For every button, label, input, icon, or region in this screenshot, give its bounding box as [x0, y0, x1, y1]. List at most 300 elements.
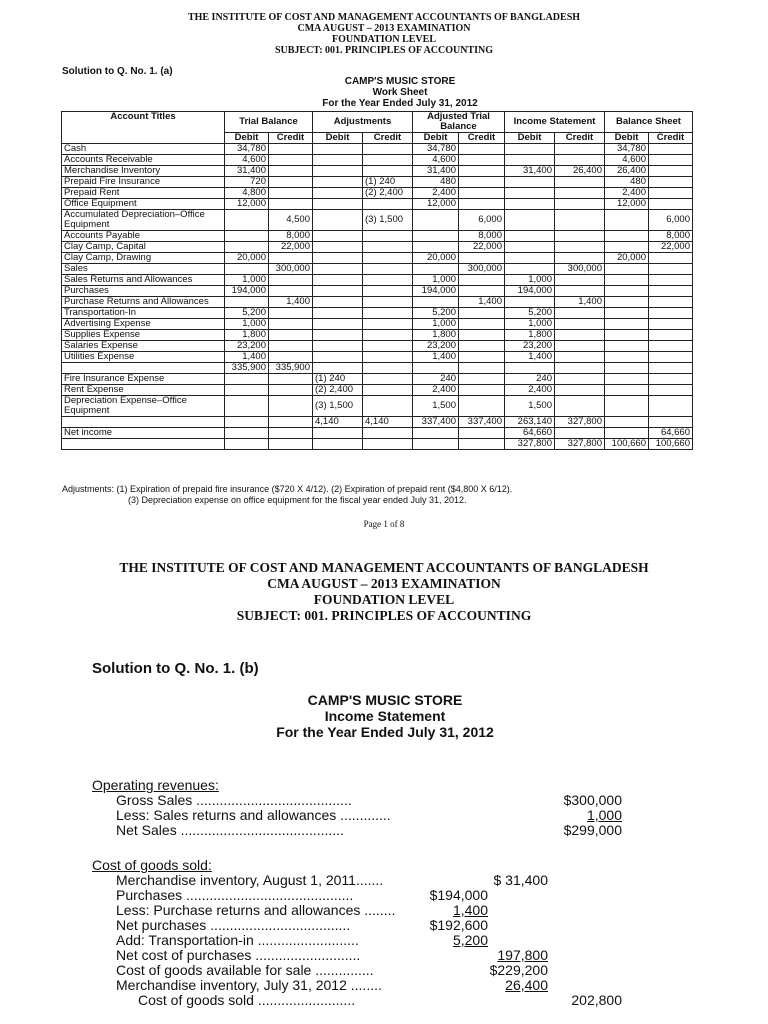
- amount-cell: [505, 210, 555, 231]
- amount-cell: [605, 417, 649, 428]
- amount-cell: 1,000: [413, 275, 459, 286]
- amount-cell: [605, 264, 649, 275]
- amount-cell: 300,000: [459, 264, 505, 275]
- amount-cell: 20,000: [413, 253, 459, 264]
- header-line-subject: SUBJECT: 001. PRINCIPLES OF ACCOUNTING: [236, 608, 532, 623]
- amount-cell: [225, 264, 269, 275]
- worksheet-table: [61, 111, 693, 450]
- amount-cell: [313, 330, 363, 341]
- amount-cell: 8,000: [269, 231, 313, 242]
- amount-cell: 5,200: [505, 308, 555, 319]
- amount-cell: [459, 396, 505, 417]
- amount-cell: [555, 199, 605, 210]
- account-title-cell: Supplies Expense: [62, 330, 225, 341]
- header-line-exam: CMA AUGUST – 2013 EXAMINATION: [267, 576, 501, 591]
- account-title-cell: Cash: [62, 144, 225, 155]
- worksheet-row: [62, 308, 693, 319]
- amount-cell: [605, 210, 649, 231]
- col-account-titles: Account Titles: [62, 112, 225, 144]
- col-income-statement: Income Statement: [505, 112, 605, 133]
- amount-cell: 2,400: [413, 385, 459, 396]
- line-amount: 26,400: [505, 977, 548, 993]
- amount-cell: [459, 439, 505, 450]
- amount-cell: [413, 210, 459, 231]
- amount-cell: [505, 363, 555, 374]
- amount-cell: 194,000: [505, 286, 555, 297]
- amount-cell: [555, 352, 605, 363]
- col-balance-sheet: Balance Sheet: [605, 112, 693, 133]
- credit-header: Credit: [649, 133, 693, 144]
- line-amount: 202,800: [571, 992, 622, 1008]
- cogs-line: [92, 903, 652, 918]
- account-title-cell: Net income: [62, 428, 225, 439]
- cogs-line: [92, 993, 652, 1008]
- section-heading: Operating revenues:: [92, 777, 219, 793]
- amount-cell: [505, 144, 555, 155]
- amount-cell: [649, 275, 693, 286]
- amount-cell: 300,000: [269, 264, 313, 275]
- amount-cell: [605, 297, 649, 308]
- store-name: CAMP'S MUSIC STORE: [307, 692, 463, 708]
- amount-cell: 1,400: [505, 352, 555, 363]
- amount-cell: [649, 144, 693, 155]
- amount-cell: [313, 341, 363, 352]
- line-amount: $300,000: [563, 792, 622, 808]
- amount-cell: [269, 177, 313, 188]
- amount-cell: 23,200: [413, 341, 459, 352]
- account-title-cell: Sales Returns and Allowances: [62, 275, 225, 286]
- worksheet-title: [230, 76, 570, 109]
- amount-cell: [363, 439, 413, 450]
- line-amount: 5,200: [452, 932, 488, 948]
- line-label: Add: Transportation-in ..........................: [116, 932, 359, 948]
- line-label: Less: Sales returns and allowances .............: [116, 807, 391, 823]
- amount-cell: [313, 166, 363, 177]
- amount-cell: [363, 363, 413, 374]
- account-title-cell: Depreciation Expense–Office Equipment: [62, 396, 225, 417]
- worksheet-row: [62, 177, 693, 188]
- worksheet-row: [62, 286, 693, 297]
- worksheet-row: [62, 188, 693, 199]
- amount-cell: [269, 374, 313, 385]
- amount-cell: [269, 199, 313, 210]
- account-title-cell: Rent Expense: [62, 385, 225, 396]
- amount-cell: [269, 330, 313, 341]
- cogs-line: [92, 888, 652, 903]
- amount-cell: [649, 177, 693, 188]
- amount-cell: 5,200: [413, 308, 459, 319]
- amount-cell: [555, 155, 605, 166]
- amount-cell: [605, 385, 649, 396]
- amount-cell: 2,400: [505, 385, 555, 396]
- amount-cell: 1,400: [459, 297, 505, 308]
- amount-cell: [649, 188, 693, 199]
- amount-cell: [225, 417, 269, 428]
- amount-cell: [459, 374, 505, 385]
- amount-cell: [555, 144, 605, 155]
- debit-header: Debit: [313, 133, 363, 144]
- amount-cell: [363, 385, 413, 396]
- amount-cell: [505, 253, 555, 264]
- amount-cell: [555, 253, 605, 264]
- amount-cell: [555, 385, 605, 396]
- worksheet-row: [62, 385, 693, 396]
- amount-cell: 1,800: [413, 330, 459, 341]
- amount-cell: [363, 144, 413, 155]
- amount-cell: 26,400: [605, 166, 649, 177]
- amount-cell: (3) 1,500: [363, 210, 413, 231]
- amount-cell: [363, 155, 413, 166]
- line-amount: 197,800: [497, 947, 548, 963]
- amount-cell: [459, 341, 505, 352]
- amount-cell: [555, 210, 605, 231]
- line-amount: 1,400: [452, 902, 488, 918]
- amount-cell: [605, 352, 649, 363]
- amount-cell: [413, 231, 459, 242]
- amount-cell: [313, 242, 363, 253]
- amount-cell: 26,400: [555, 166, 605, 177]
- solution-1b-label: Solution to Q. No. 1. (b): [92, 660, 259, 677]
- amount-cell: 335,900: [225, 363, 269, 374]
- amount-cell: 12,000: [413, 199, 459, 210]
- account-title-cell: Office Equipment: [62, 199, 225, 210]
- line-label: Purchases ...........................................: [116, 887, 354, 903]
- amount-cell: [459, 155, 505, 166]
- amount-cell: [313, 188, 363, 199]
- amount-cell: [363, 199, 413, 210]
- amount-cell: [363, 428, 413, 439]
- worksheet-row: [62, 363, 693, 374]
- amount-cell: [649, 155, 693, 166]
- line-label: Less: Purchase returns and allowances ........: [116, 902, 396, 918]
- amount-cell: (2) 2,400: [363, 188, 413, 199]
- amount-cell: [363, 330, 413, 341]
- amount-cell: 100,660: [605, 439, 649, 450]
- worksheet-period: For the Year Ended July 31, 2012: [322, 98, 478, 109]
- amount-cell: [313, 155, 363, 166]
- amount-cell: 8,000: [649, 231, 693, 242]
- amount-cell: [605, 341, 649, 352]
- amount-cell: 22,000: [269, 242, 313, 253]
- amount-cell: [555, 231, 605, 242]
- credit-header: Credit: [269, 133, 313, 144]
- amount-cell: 20,000: [605, 253, 649, 264]
- amount-cell: [269, 188, 313, 199]
- amount-cell: [459, 286, 505, 297]
- cogs-section: [92, 858, 652, 1008]
- amount-cell: [313, 352, 363, 363]
- amount-cell: 4,800: [225, 188, 269, 199]
- statement-period: For the Year Ended July 31, 2012: [276, 724, 494, 740]
- amount-cell: 64,660: [505, 428, 555, 439]
- amount-cell: 23,200: [505, 341, 555, 352]
- worksheet-row: [62, 231, 693, 242]
- debit-header: Debit: [225, 133, 269, 144]
- amount-cell: 337,400: [413, 417, 459, 428]
- amount-cell: [363, 286, 413, 297]
- amount-cell: [555, 396, 605, 417]
- amount-cell: 2,400: [413, 188, 459, 199]
- worksheet-row: [62, 352, 693, 363]
- debit-header: Debit: [505, 133, 555, 144]
- amount-cell: [459, 199, 505, 210]
- amount-cell: [649, 374, 693, 385]
- amount-cell: 4,600: [225, 155, 269, 166]
- amount-cell: [459, 330, 505, 341]
- amount-cell: [363, 242, 413, 253]
- amount-cell: [313, 286, 363, 297]
- amount-cell: 263,140: [505, 417, 555, 428]
- amount-cell: 4,500: [269, 210, 313, 231]
- adjustments-note: [62, 484, 512, 506]
- amount-cell: 1,000: [225, 275, 269, 286]
- header-line-institute: THE INSTITUTE OF COST AND MANAGEMENT ACCOUNTANTS OF BANGLADESH: [119, 560, 649, 575]
- amount-cell: 335,900: [269, 363, 313, 374]
- amount-cell: [459, 144, 505, 155]
- worksheet-row: [62, 210, 693, 231]
- worksheet-row: [62, 253, 693, 264]
- amount-cell: 22,000: [649, 242, 693, 253]
- amount-cell: 31,400: [505, 166, 555, 177]
- worksheet-row: [62, 275, 693, 286]
- account-title-cell: [62, 439, 225, 450]
- amount-cell: [413, 439, 459, 450]
- header-line-level: FOUNDATION LEVEL: [332, 34, 436, 45]
- amount-cell: 34,780: [605, 144, 649, 155]
- amount-cell: 12,000: [225, 199, 269, 210]
- amount-cell: [555, 177, 605, 188]
- amount-cell: [555, 330, 605, 341]
- amount-cell: 5,200: [225, 308, 269, 319]
- amount-cell: [313, 264, 363, 275]
- amount-cell: [555, 428, 605, 439]
- cogs-line: [92, 933, 652, 948]
- worksheet-row: [62, 144, 693, 155]
- amount-cell: [313, 177, 363, 188]
- amount-cell: [313, 297, 363, 308]
- amount-cell: 8,000: [459, 231, 505, 242]
- line-label: Gross Sales ........................................: [116, 792, 352, 808]
- amount-cell: [413, 242, 459, 253]
- amount-cell: [649, 385, 693, 396]
- header-line-subject: SUBJECT: 001. PRINCIPLES OF ACCOUNTING: [274, 45, 494, 56]
- amount-cell: 34,780: [225, 144, 269, 155]
- line-label: Net Sales ..........................................: [116, 822, 344, 838]
- page1-header: [0, 12, 768, 56]
- amount-cell: [363, 341, 413, 352]
- account-title-cell: Clay Camp, Drawing: [62, 253, 225, 264]
- amount-cell: [555, 275, 605, 286]
- amount-cell: (2) 2,400: [313, 385, 363, 396]
- amount-cell: [605, 242, 649, 253]
- amount-cell: [555, 188, 605, 199]
- worksheet-row: [62, 199, 693, 210]
- worksheet-row: [62, 439, 693, 450]
- line-label: Net purchases ....................................: [116, 917, 351, 933]
- amount-cell: 1,400: [555, 297, 605, 308]
- amount-cell: 31,400: [413, 166, 459, 177]
- amount-cell: [363, 275, 413, 286]
- amount-cell: 31,400: [225, 166, 269, 177]
- line-amount: $229,200: [489, 962, 548, 978]
- adjustments-note-line: Adjustments: (1) Expiration of prepaid fire insurance ($720 X 4/12). (2) Expiration of prepaid rent ($4,800 X 6/12).: [62, 484, 513, 494]
- amount-cell: 4,600: [413, 155, 459, 166]
- amount-cell: [649, 352, 693, 363]
- amount-cell: 6,000: [459, 210, 505, 231]
- amount-cell: [649, 297, 693, 308]
- amount-cell: 1,400: [225, 352, 269, 363]
- amount-cell: [555, 319, 605, 330]
- amount-cell: [605, 286, 649, 297]
- amount-cell: [269, 385, 313, 396]
- amount-cell: [225, 231, 269, 242]
- statement-name: Income Statement: [324, 708, 446, 724]
- col-trial-balance: Trial Balance: [225, 112, 313, 133]
- amount-cell: [505, 297, 555, 308]
- amount-cell: 1,000: [225, 319, 269, 330]
- amount-cell: (1) 240: [363, 177, 413, 188]
- amount-cell: 194,000: [413, 286, 459, 297]
- credit-header: Credit: [459, 133, 505, 144]
- amount-cell: 194,000: [225, 286, 269, 297]
- header-line-level: FOUNDATION LEVEL: [313, 592, 455, 607]
- amount-cell: 4,600: [605, 155, 649, 166]
- amount-cell: [555, 363, 605, 374]
- amount-cell: 6,000: [649, 210, 693, 231]
- amount-cell: 1,500: [413, 396, 459, 417]
- amount-cell: [649, 363, 693, 374]
- amount-cell: [649, 417, 693, 428]
- account-title-cell: Accumulated Depreciation–Office Equipment: [62, 210, 225, 231]
- amount-cell: [505, 177, 555, 188]
- amount-cell: [459, 363, 505, 374]
- worksheet-row: [62, 319, 693, 330]
- amount-cell: [313, 144, 363, 155]
- amount-cell: 12,000: [605, 199, 649, 210]
- account-title-cell: Sales: [62, 264, 225, 275]
- line-label: Merchandise inventory, July 31, 2012 ........: [116, 977, 382, 993]
- account-title-cell: Prepaid Fire Insurance: [62, 177, 225, 188]
- amount-cell: [505, 231, 555, 242]
- amount-cell: [649, 308, 693, 319]
- col-adjusted-trial-balance: Adjusted Trial Balance: [413, 112, 505, 133]
- amount-cell: [505, 199, 555, 210]
- solution-1a-label: Solution to Q. No. 1. (a): [62, 66, 173, 77]
- amount-cell: [313, 363, 363, 374]
- amount-cell: 1,400: [269, 297, 313, 308]
- amount-cell: [605, 231, 649, 242]
- cogs-line: [92, 918, 652, 933]
- account-title-cell: Utilities Expense: [62, 352, 225, 363]
- credit-header: Credit: [363, 133, 413, 144]
- amount-cell: 4,140: [363, 417, 413, 428]
- amount-cell: [413, 264, 459, 275]
- line-label: Cost of goods sold .........................: [138, 992, 356, 1008]
- amount-cell: [605, 275, 649, 286]
- account-title-cell: [62, 417, 225, 428]
- amount-cell: 1,000: [505, 319, 555, 330]
- amount-cell: 720: [225, 177, 269, 188]
- credit-header: Credit: [555, 133, 605, 144]
- amount-cell: [225, 396, 269, 417]
- amount-cell: 1,800: [505, 330, 555, 341]
- amount-cell: [459, 308, 505, 319]
- amount-cell: [605, 374, 649, 385]
- worksheet-row: [62, 166, 693, 177]
- amount-cell: [269, 155, 313, 166]
- account-title-cell: Purchase Returns and Allowances: [62, 297, 225, 308]
- amount-cell: (1) 240: [313, 374, 363, 385]
- amount-cell: [313, 319, 363, 330]
- amount-cell: [649, 319, 693, 330]
- worksheet-row: [62, 374, 693, 385]
- cogs-line: [92, 963, 652, 978]
- amount-cell: 22,000: [459, 242, 505, 253]
- amount-cell: [313, 199, 363, 210]
- amount-cell: [649, 341, 693, 352]
- col-adjustments: Adjustments: [313, 112, 413, 133]
- amount-cell: [363, 231, 413, 242]
- amount-cell: [555, 308, 605, 319]
- amount-cell: [313, 439, 363, 450]
- account-title-cell: Fire Insurance Expense: [62, 374, 225, 385]
- amount-cell: [459, 385, 505, 396]
- amount-cell: 20,000: [225, 253, 269, 264]
- amount-cell: [649, 330, 693, 341]
- amount-cell: 480: [605, 177, 649, 188]
- amount-cell: 23,200: [225, 341, 269, 352]
- amount-cell: [413, 363, 459, 374]
- amount-cell: [313, 275, 363, 286]
- amount-cell: [605, 396, 649, 417]
- amount-cell: [363, 374, 413, 385]
- amount-cell: (3) 1,500: [313, 396, 363, 417]
- amount-cell: [413, 428, 459, 439]
- amount-cell: [363, 166, 413, 177]
- amount-cell: [363, 319, 413, 330]
- amount-cell: [363, 297, 413, 308]
- worksheet-row: [62, 297, 693, 308]
- worksheet-row: [62, 428, 693, 439]
- amount-cell: 337,400: [459, 417, 505, 428]
- page-footer: Page 1 of 8: [363, 519, 405, 529]
- amount-cell: [269, 341, 313, 352]
- amount-cell: [313, 308, 363, 319]
- account-title-cell: Purchases: [62, 286, 225, 297]
- account-title-cell: Transportation-In: [62, 308, 225, 319]
- amount-cell: 300,000: [555, 264, 605, 275]
- amount-cell: [269, 253, 313, 264]
- amount-cell: [649, 166, 693, 177]
- amount-cell: [225, 210, 269, 231]
- account-title-cell: [62, 363, 225, 374]
- amount-cell: [269, 428, 313, 439]
- amount-cell: [363, 253, 413, 264]
- amount-cell: [459, 166, 505, 177]
- amount-cell: [605, 308, 649, 319]
- amount-cell: [269, 286, 313, 297]
- amount-cell: [605, 363, 649, 374]
- amount-cell: [505, 264, 555, 275]
- amount-cell: [269, 275, 313, 286]
- amount-cell: [269, 308, 313, 319]
- amount-cell: [459, 177, 505, 188]
- account-title-cell: Accounts Receivable: [62, 155, 225, 166]
- amount-cell: [225, 428, 269, 439]
- amount-cell: [459, 253, 505, 264]
- amount-cell: [313, 428, 363, 439]
- amount-cell: [649, 199, 693, 210]
